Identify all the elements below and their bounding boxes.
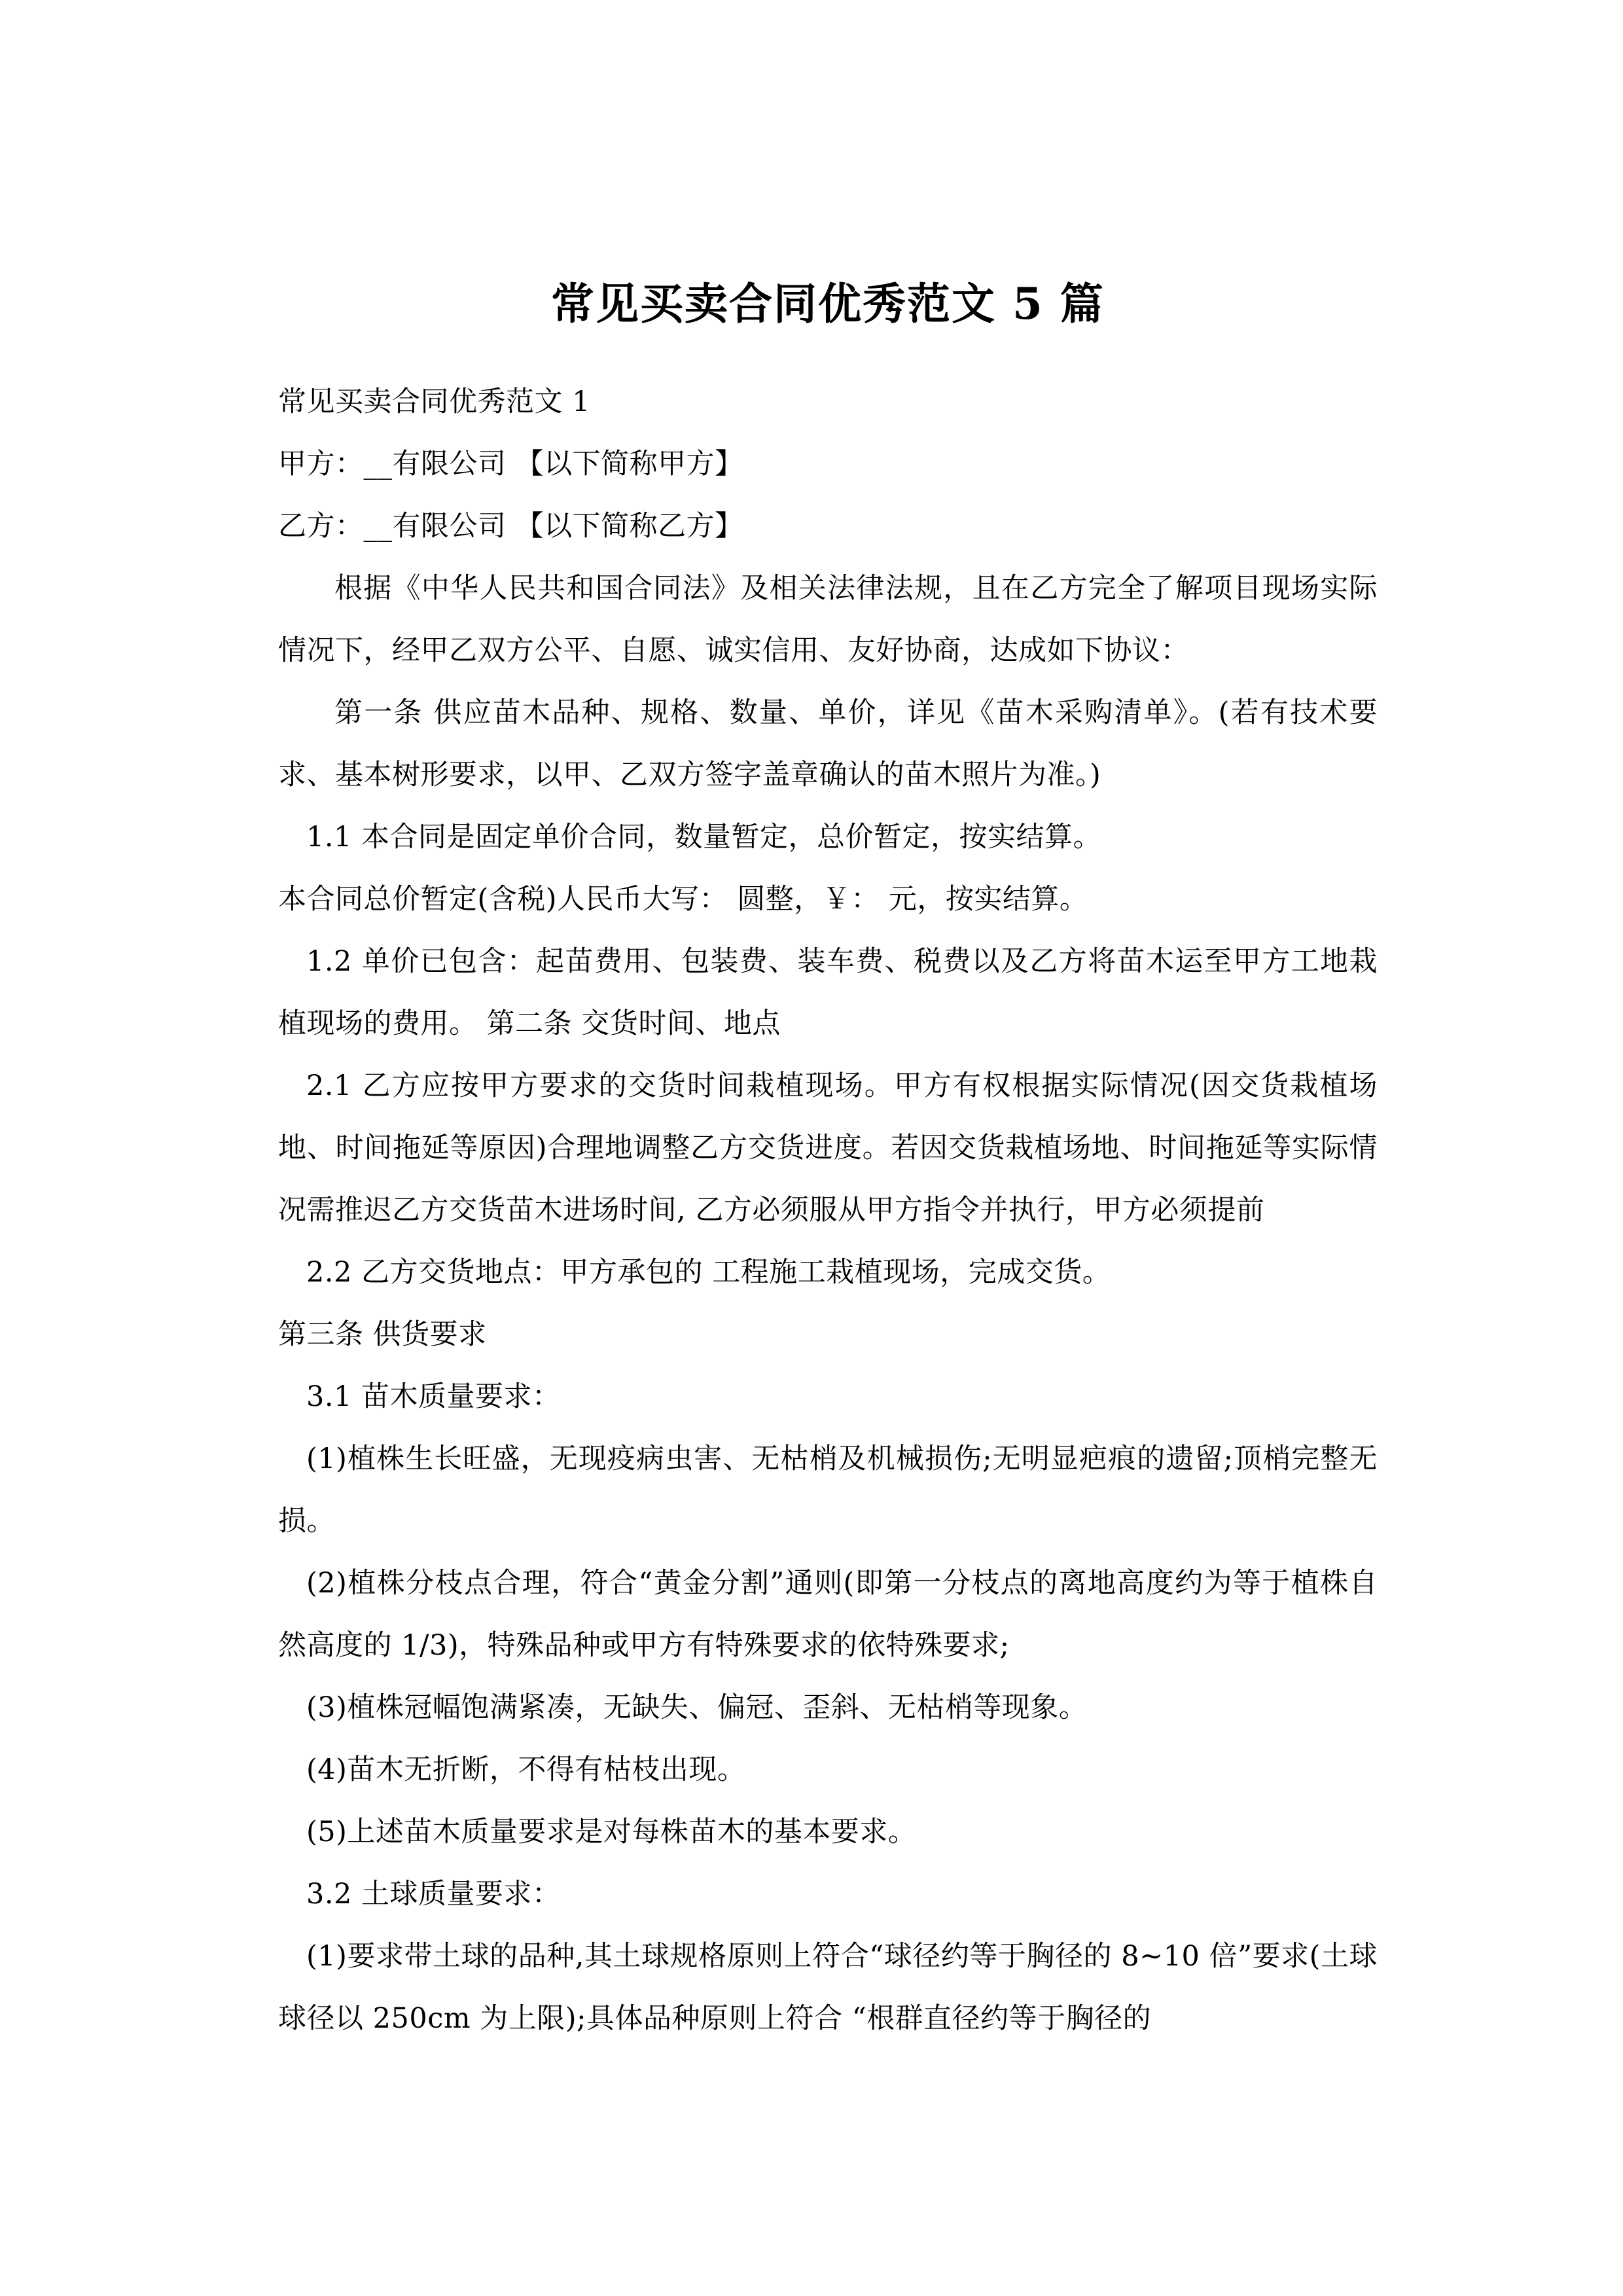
item-3-2-1: (1)要求带土球的品种,其土球规格原则上符合“球径约等于胸径的 8~10 倍”要求(土球球径以 250cm 为上限);具体品种原则上符合 “根群直径约等于胸径的 [278, 1940, 1378, 2036]
total-price: 本合同总价暂定(含税)人民币大写： 圆整，￥： 元，按实结算。 [278, 883, 1088, 916]
article-3: 第三条 供货要求 [278, 1318, 487, 1352]
clause-2-2: 2.2 乙方交货地点：甲方承包的 工程施工栽植现场，完成交货。 [306, 1256, 1111, 1289]
item-3-1-1: (1)植株生长旺盛，无现疫病虫害、无枯梢及机械损伤;无明显疤痕的遗留;顶梢完整无损。 [278, 1443, 1378, 1538]
clause-1-1: 1.1 本合同是固定单价合同，数量暂定，总价暂定，按实结算。 [306, 821, 1102, 854]
clause-2-1: 2.1 乙方应按甲方要求的交货时间栽植现场。甲方有权根据实际情况(因交货栽植场地、时间拖延等原因)合理地调整乙方交货进度。若因交货栽植场地、时间拖延等实际情况需推迟乙方交货苗木进场时间, 乙方必须服从甲方指令并执行，甲方必须提前 [278, 1069, 1378, 1227]
party-a: 甲方：__有限公司 【以下简称甲方】 [278, 448, 743, 481]
clause-1-2: 1.2 单价已包含：起苗费用、包装费、装车费、税费以及乙方将苗木运至甲方工地栽植现场的费用。 第二条 交货时间、地点 [278, 945, 1378, 1041]
subheading: 常见买卖合同优秀范文 1 [278, 386, 591, 419]
item-3-1-2: (2)植株分枝点合理，符合“黄金分割”通则(即第一分枝点的离地高度约为等于植株自然高度的 1/3)，特殊品种或甲方有特殊要求的依特殊要求; [278, 1567, 1378, 1662]
item-3-1-5: (5)上述苗木质量要求是对每株苗木的基本要求。 [306, 1816, 917, 1849]
page-title: 常见买卖合同优秀范文 5 篇 [551, 278, 1105, 329]
item-3-1-3: (3)植株冠幅饱满紧凑，无缺失、偏冠、歪斜、无枯梢等现象。 [306, 1691, 1088, 1725]
preamble: 根据《中华人民共和国合同法》及相关法律法规，且在乙方完全了解项目现场实际情况下，经甲乙双方公平、自愿、诚实信用、友好协商，达成如下协议： [278, 572, 1378, 668]
clause-3-1: 3.1 苗木质量要求： [306, 1380, 561, 1414]
paragraph-container [278, 371, 1378, 2050]
clause-3-2: 3.2 土球质量要求： [306, 1878, 561, 1911]
item-3-1-4: (4)苗木无折断，不得有枯枝出现。 [306, 1753, 746, 1787]
document-body [278, 196, 1378, 2050]
article-1: 第一条 供应苗木品种、规格、数量、单价，详见《苗木采购清单》。(若有技术要求、基本树形要求，以甲、乙双方签字盖章确认的苗木照片为准。) [278, 696, 1378, 792]
party-b: 乙方：__有限公司 【以下简称乙方】 [278, 510, 743, 543]
